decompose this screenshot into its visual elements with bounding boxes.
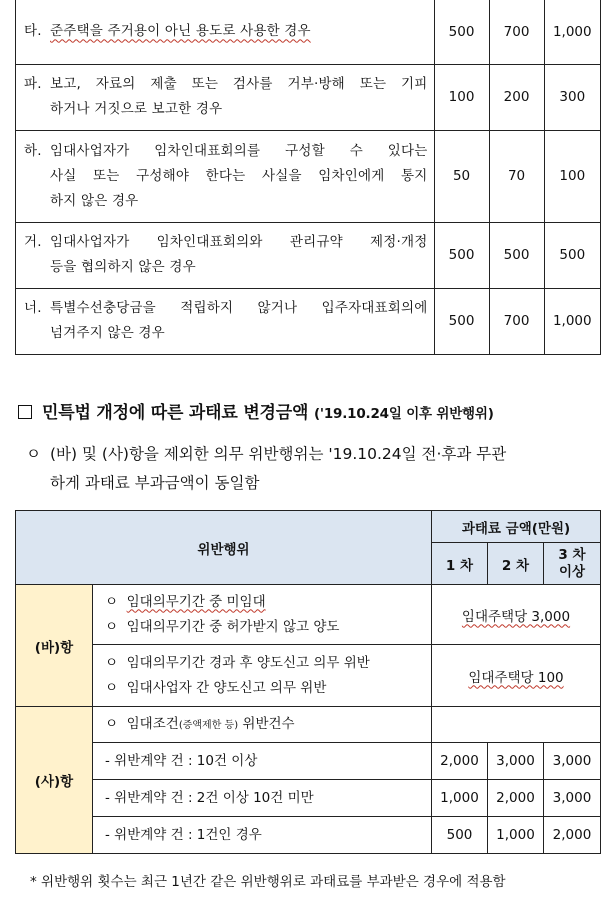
sa-item-main-text: 임대조건: [126, 715, 179, 732]
ba-amount-text: 임대주택당 100: [468, 669, 564, 686]
table-row: [16, 707, 601, 743]
ba-items: [93, 585, 432, 645]
bullet-icon: ㅇ: [26, 445, 41, 463]
violation-label: 너.: [24, 300, 42, 316]
fine-second: 2,000: [488, 780, 544, 817]
ba-item: 임대의무기간 중 허가받지 않고 양도: [126, 618, 340, 635]
bullet-line: (바) 및 (사)항을 제외한 의무 위반행위는 '19.10.24일 전‧후과 무관: [50, 445, 507, 463]
table-row: [16, 0, 601, 64]
ba-amount: [432, 585, 601, 645]
fine-third: 300: [544, 64, 600, 130]
table-row: [16, 780, 601, 817]
fine-second: 200: [489, 64, 544, 130]
empty-cell: [432, 707, 601, 743]
section-title: [18, 398, 494, 423]
table-row: [16, 222, 601, 288]
fine-first: 100: [434, 64, 489, 130]
sa-sub-item: - 위반계약 건 : 1건인 경우: [93, 817, 432, 854]
fine-third: 2,000: [544, 817, 601, 854]
violation-line: 보고, 자료의 제출 또는 검사를 거부‧방해 또는 기피: [50, 76, 428, 92]
checkbox-square-icon: [18, 405, 32, 419]
item-bullet-icon: ㅇ: [105, 654, 119, 671]
item-bullet-icon: ㅇ: [105, 618, 119, 635]
table-row: [16, 817, 601, 854]
ba-items: [93, 645, 432, 707]
violation-label: 파.: [24, 76, 42, 92]
table-row: [16, 288, 601, 354]
header-third-line2: 이상: [558, 563, 586, 580]
fine-second: 700: [489, 288, 544, 354]
bullet-paragraph: [26, 440, 604, 498]
ba-item: 임대사업자 간 양도신고 의무 위반: [126, 679, 327, 696]
fine-third: 1,000: [544, 0, 600, 64]
violation-description: [16, 288, 435, 354]
table-row: [16, 585, 601, 645]
violation-line: 임대사업자가 임차인대표회의를 구성할 수 있다는: [50, 142, 428, 159]
header-third: [544, 543, 601, 585]
fine-third: 500: [544, 222, 600, 288]
violation-label: 하.: [24, 142, 42, 159]
fine-second: 700: [489, 0, 544, 64]
fine-third: 3,000: [544, 780, 601, 817]
violation-line: 넘겨주지 않은 경우: [50, 325, 165, 341]
footnote: * 위반행위 횟수는 최근 1년간 같은 위반행위로 과태료를 부과받은 경우에 적용함: [30, 874, 506, 890]
sa-item-main: [93, 707, 432, 743]
header-violation: 위반행위: [16, 511, 432, 585]
violation-label: 타.: [24, 23, 42, 40]
violation-line: 특별수선충당금을 적립하지 않거나 입주자대표회의에: [50, 300, 428, 316]
ba-amount-text: 임대주택당 3,000: [461, 608, 571, 625]
table-row: [16, 743, 601, 780]
item-bullet-icon: ㅇ: [105, 593, 119, 610]
item-bullet-icon: ㅇ: [105, 679, 119, 696]
fine-second: 70: [489, 130, 544, 222]
fine-first: 500: [432, 817, 488, 854]
violation-line: 하지 않은 경우: [50, 192, 139, 209]
item-bullet-icon: ㅇ: [105, 715, 119, 732]
violation-description: [16, 0, 435, 64]
header-third-line1: 3 차: [558, 546, 586, 563]
violation-line: 하거나 거짓으로 보고한 경우: [50, 101, 223, 117]
ba-amount: [432, 645, 601, 707]
violation-line: 임대사업자가 임차인대표회의와 관리규약 제정‧개정: [50, 234, 428, 250]
fine-first: 2,000: [432, 743, 488, 780]
violation-description: [16, 64, 435, 130]
ba-item: 임대의무기간 경과 후 양도신고 의무 위반: [126, 654, 370, 671]
header-amount: 과태료 금액(만원): [432, 511, 601, 543]
section-subtitle: ('19.10.24일 이후 위반행위): [313, 406, 494, 422]
violation-text: [50, 19, 428, 44]
ba-item: 임대의무기간 중 미임대: [126, 593, 266, 610]
violation-description: [16, 130, 435, 222]
group-sa: (사)항: [16, 707, 93, 854]
fine-third: 100: [544, 130, 600, 222]
sa-item-main-suffix: 위반건수: [238, 715, 295, 732]
violation-description: [16, 222, 435, 288]
fine-first: 500: [434, 222, 489, 288]
group-ba: (바)항: [16, 585, 93, 707]
fine-third: 1,000: [544, 288, 600, 354]
sa-sub-item: - 위반계약 건 : 10건 이상: [93, 743, 432, 780]
fine-first: 1,000: [432, 780, 488, 817]
fine-third: 3,000: [544, 743, 601, 780]
violation-line: 등을 협의하지 않은 경우: [50, 259, 196, 275]
table-row: [16, 64, 601, 130]
fine-first: 50: [434, 130, 489, 222]
violation-text-underlined: 준주택을 주거용이 아닌 용도로 사용한 경우: [50, 23, 311, 40]
section-title-text: 민특법 개정에 따른 과태료 변경금액: [42, 403, 309, 423]
violation-line: 사실 또는 구성해야 한다는 사실을 임차인에게 통지: [50, 167, 428, 184]
table-row: [16, 130, 601, 222]
fine-second: 3,000: [488, 743, 544, 780]
fine-first: 500: [434, 288, 489, 354]
fine-second: 500: [489, 222, 544, 288]
sa-item-main-note: (증액제한 등): [178, 719, 239, 731]
header-first: 1 차: [432, 543, 488, 585]
header-second: 2 차: [488, 543, 544, 585]
table-row: [16, 645, 601, 707]
header-row: [16, 511, 601, 543]
fine-first: 500: [434, 0, 489, 64]
fine-amount-table: [15, 510, 601, 854]
violation-label: 거.: [24, 234, 42, 250]
bullet-line: 하게 과태료 부과금액이 동일함: [50, 474, 260, 492]
fine-second: 1,000: [488, 817, 544, 854]
violations-table: [15, 0, 601, 355]
sa-sub-item: - 위반계약 건 : 2건 이상 10건 미만: [93, 780, 432, 817]
